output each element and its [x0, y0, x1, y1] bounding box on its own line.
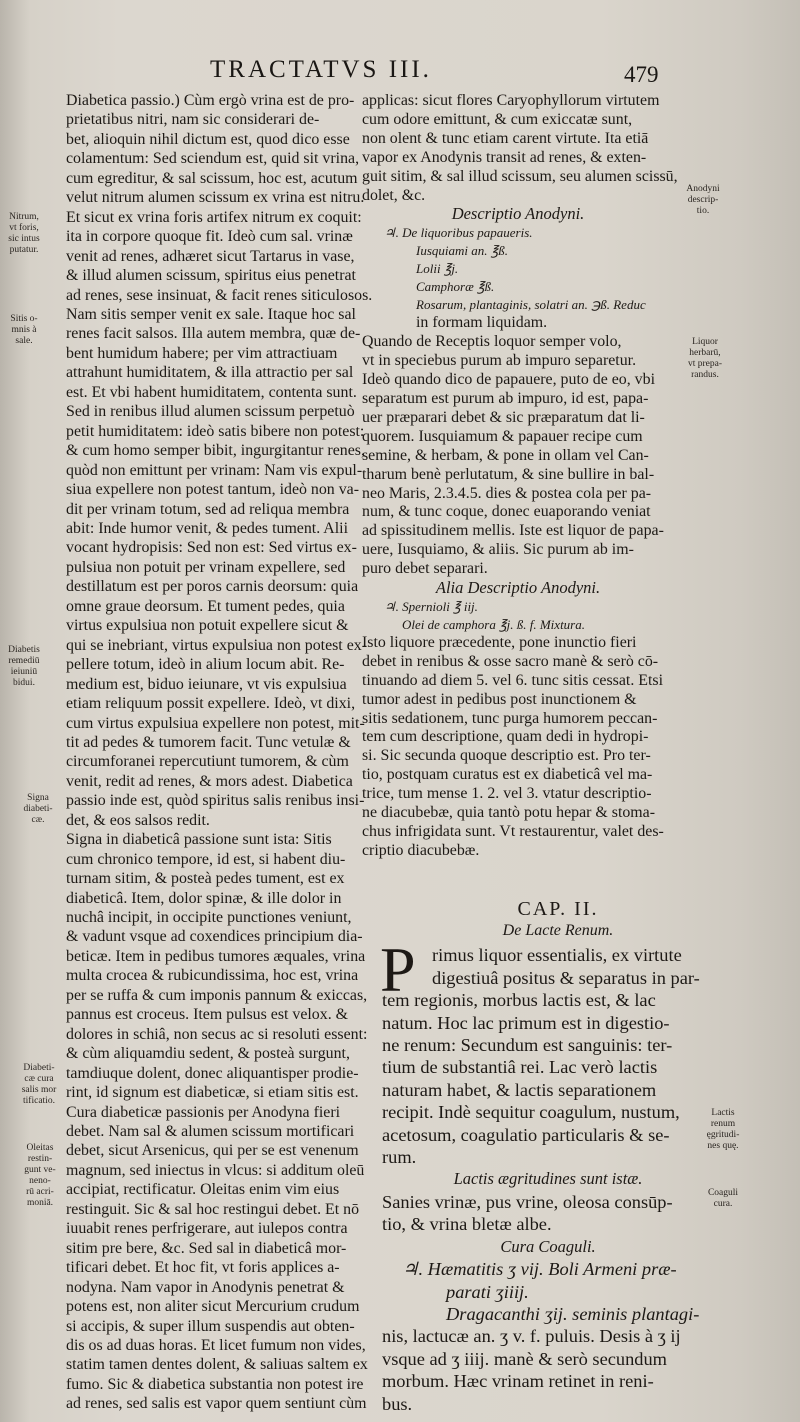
text-line: petit humiditatem: ideò satis bibere non potest:	[66, 422, 365, 440]
margin-note-line: Diabetis	[8, 645, 40, 655]
text-line: bent humidum habere; per vim attractiuam	[66, 344, 338, 362]
text-line: ♃. Hæmatitis ʒ vij. Boli Armeni præ-	[402, 1259, 677, 1280]
margin-note-line: Sitis o-	[10, 314, 38, 324]
margin-note-line: herbarū,	[689, 348, 721, 358]
text-line: Descriptio Anodyni.	[451, 204, 585, 224]
text-line: semine, & herbam, & pone in ollam vel Can-	[362, 446, 649, 464]
text-line: bet, alioquin nihil dictum est, quod dico esse	[66, 130, 350, 148]
text-line: sitis sedationem, tunc purga humorem peccan-	[362, 709, 658, 727]
margin-note-line: neno-	[29, 1176, 51, 1186]
text-line: digestiuâ positus & separatus in par-	[432, 967, 700, 988]
text-line: Iusquiami an. ℥ß.	[416, 243, 509, 259]
text-line: quorem. Iusquiamum & papauer recipe cum	[362, 427, 643, 445]
text-line: Isto liquore præcedente, pone inunctio fieri	[362, 633, 637, 651]
margin-note-line: ęgritudi-	[706, 1130, 740, 1140]
margin-note-anodyni	[676, 184, 730, 217]
text-line: nuchâ incipit, in occipite punctiones veniunt,	[66, 909, 352, 927]
text-line: ita in corpore quoque fit. Ideò cum sal. vrinæ	[66, 228, 353, 246]
text-line: si accipis, & super illum suspendis aut obten-	[66, 1317, 355, 1335]
text-line: separatum est purum ab impuro, id est, papa-	[362, 389, 649, 407]
text-line: ad renes, sese insinuat, & facit renes siticulosos.	[66, 286, 373, 304]
text-line: Diabetica passio.) Cùm ergò vrina est de pro-	[66, 92, 355, 109]
margin-note-line: vt prepa-	[687, 359, 723, 369]
text-line: ad renes, sed salis est vapor quem sentiunt cùm	[66, 1395, 367, 1413]
text-line: velut nitrum alumen scissum ex vrina est nitru.	[66, 189, 365, 207]
text-line: pannus est croceus. Item pulsus est velox. &	[66, 1006, 349, 1024]
text-line: recipit. Indè sequitur coagulum, nustum,	[382, 1102, 680, 1123]
text-line: tumor adest in pedibus post inunctionem &	[362, 690, 637, 708]
text-line: Camphoræ ℥ß.	[416, 279, 495, 295]
chapter-section	[382, 898, 714, 1415]
text-line: Olei de camphora ℥j. ß. f. Mixtura.	[402, 616, 585, 632]
text-line: pellere totum, ideò in alium locum abit. Re-	[66, 656, 345, 674]
text-line: abit: Inde humor venit, & pedes tument. Alii	[66, 519, 349, 537]
text-line: non olent & tunc etiam carent virtute. Ita etiā	[362, 129, 649, 147]
chapter-heading: CAP. II.	[517, 898, 599, 920]
text-line: destillatum est per poros carnis deorsum: quia	[66, 578, 359, 596]
text-line: vsque ad ʒ iiij. manè & serò secundum	[382, 1348, 667, 1369]
text-line: passio inde est, quòd spiritus salis renibus insi-	[66, 792, 365, 810]
text-line: vapor ex Anodynis transit ad renes, & exten-	[362, 148, 647, 166]
text-line: ad spissitudinem mellis. Iste est liquor de papa-	[362, 522, 664, 540]
text-line: si. Sic secunda quoque descriptio est. Pro ter-	[362, 747, 651, 765]
margin-note-line: salis mor	[21, 1085, 57, 1095]
text-line: bus.	[382, 1393, 413, 1414]
text-line: Dragacanthi ʒij. seminis plantagi-	[446, 1303, 700, 1324]
text-line: morbum. Hæc vrinam retinet in reni-	[382, 1371, 654, 1392]
margin-note-line: renum	[710, 1119, 736, 1129]
text-line: cum egreditur, & sal scissum, hoc est, acutum	[66, 169, 358, 187]
running-head: TRACTATVS III.	[210, 56, 432, 83]
text-line: venit ad renes, adhæret sicut Tartarus in vase,	[66, 247, 355, 265]
text-line: tio, & vrina bletæ albe.	[382, 1214, 552, 1235]
text-line: sitim pre bere, &c. Sed sal in diabeticâ mor-	[66, 1239, 347, 1257]
margin-note-line: Signa	[27, 793, 49, 803]
text-line: cum odore emittunt, & cum exiccatæ sunt,	[362, 110, 633, 128]
text-line: qui se inebriant, virtus expulsiua non potest ex-	[66, 636, 367, 654]
text-line: in formam liquidam.	[416, 314, 548, 332]
margin-note-line: sic intus	[8, 234, 40, 244]
text-line: virtus expulsiua non potuit expellere sicut &	[66, 617, 349, 635]
text-line: det, & eos salsos redit.	[66, 811, 210, 829]
margin-note-line: gunt ve-	[24, 1165, 56, 1175]
text-line: pulsiua non potuit per vrinam expellere, sed	[66, 558, 346, 576]
margin-note-line: Liquor	[692, 337, 718, 347]
text-line: medium est, biduo ieiunare, vt vis expulsiua	[66, 675, 347, 693]
margin-note-line: cæ cura	[24, 1074, 54, 1084]
text-line: attrahunt humiditatem, & illa attractio per sal	[66, 364, 354, 382]
text-line: siua expellere non potest tantum, ideò non va-	[66, 481, 360, 499]
text-line: puro debet separari.	[362, 560, 488, 578]
text-line: & vadunt vsque ad coxendices principium dia-	[66, 928, 363, 946]
text-line: & cùm aliquamdiu sedent, & posteà surgunt,	[66, 1045, 350, 1063]
text-line: fumo. Sic & diabetica substantia non potest ire	[66, 1375, 364, 1393]
margin-note-sitis	[4, 314, 44, 347]
margin-note-line: diabeti-	[23, 804, 53, 814]
margin-note-line: Oleitas	[26, 1143, 54, 1153]
text-line: quòd non emittunt per vrinam: Nam vis expul-	[66, 461, 363, 479]
text-line: & illud alumen scissum, spiritus eius penetrat	[66, 267, 356, 285]
text-line: tificari debet. Et hoc fit, vt foris applices a-	[66, 1259, 340, 1277]
text-line: Signa in diabeticâ passione sunt ista: Sitis	[66, 831, 332, 849]
margin-note-line: restin-	[27, 1154, 53, 1164]
text-line: Nam sitis semper venit ex sale. Itaque hoc sal	[66, 305, 356, 323]
margin-note-line: ieiuniū	[10, 667, 38, 677]
text-line: rint, id signum est diabeticæ, si etiam sitis est.	[66, 1084, 359, 1102]
text-line: chus infrigidata sunt. Vt restaurentur, valet des-	[362, 823, 664, 840]
text-line: parati ʒiiij.	[446, 1281, 529, 1302]
margin-note-line: tio.	[696, 206, 710, 216]
margin-note-line: cura.	[713, 1199, 733, 1209]
text-line: potens est, non aliter sicut Mercurium crudum	[66, 1298, 360, 1316]
text-line: tit ad pedes & tumorem facit. Tunc vetulæ &	[66, 733, 351, 751]
text-line: tium de substantiâ rei. Lac verò lactis	[382, 1057, 658, 1078]
margin-note-line: putatur.	[9, 245, 39, 255]
text-line: Sanies vrinæ, pus vrine, oleosa consūp-	[382, 1191, 673, 1212]
text-line: colamentum: Sed sciendum est, quid sit vrina,	[66, 150, 360, 168]
text-line: Cura Coaguli.	[500, 1236, 596, 1256]
text-line: applicas: sicut flores Caryophyllorum virtutem	[362, 92, 660, 109]
text-line: Quando de Receptis loquor semper volo,	[362, 333, 622, 351]
text-line: magnum, sed iniectus in vlcus: si additum oleū	[66, 1161, 365, 1179]
text-line: natum. Hoc lac primum est in digestio-	[382, 1012, 670, 1033]
text-line: neo Maris, 2.3.4.5. dies & postea cola per pa-	[362, 484, 652, 502]
text-line: Lactis ægritudines sunt istæ.	[453, 1169, 643, 1189]
margin-note-line: moniā.	[26, 1198, 54, 1208]
text-line: tinuando ad diem 5. vel 6. tunc sitis cessat. Etsi	[362, 671, 663, 689]
margin-note-line: mnis à	[11, 325, 37, 335]
margin-note-line: remediū	[8, 656, 40, 666]
text-line: ne renum: Secundum est sanguinis: ter-	[382, 1035, 673, 1056]
text-line: dolores in schiâ, non secus ac si resoluti essent:	[66, 1025, 368, 1043]
margin-note-line: tificatio.	[23, 1096, 55, 1106]
text-line: turnam sitim, & posteà pedes tument, est ex	[66, 870, 345, 888]
text-line: tem cum descriptione, quam dedi in hydropi-	[362, 728, 649, 746]
text-line: Et sicut ex vrina foris artifex nitrum ex coquit:	[66, 208, 362, 226]
text-line: acetosum, coagulatio particularis & se-	[382, 1124, 670, 1145]
margin-note-nitrum	[4, 212, 44, 256]
text-line: Lolii ℥j.	[416, 261, 459, 277]
text-line: vt in speciebus purum ab impuro separetur.	[362, 352, 637, 370]
text-line: debet. Nam sal & alumen scissum mortificari	[66, 1123, 355, 1141]
text-line: est. Et vbi habent humiditatem, contenta sunt.	[66, 383, 357, 401]
text-line: rimus liquor essentialis, ex virtute	[432, 945, 682, 966]
text-line: tamdiuque dolent, donec aliquantisper prodie-	[66, 1064, 359, 1082]
drop-cap: P	[380, 934, 416, 1006]
text-line: accipiat, rectificatur. Oleitas enim vim eius	[66, 1181, 340, 1199]
text-line: diabeticâ. Item, dolor spinæ, & ille dolor in	[66, 889, 342, 907]
text-line: cum chronico tempore, id est, si habent diu-	[66, 850, 346, 868]
text-line: criptio diacubebæ.	[362, 841, 480, 859]
text-line: rum.	[382, 1147, 417, 1168]
margin-note-cura	[18, 1063, 60, 1107]
chapter-body	[382, 989, 714, 1415]
text-line: beticæ. Item in pedibus tumores æquales, vrina	[66, 947, 366, 965]
text-line: dit per vrinam totum, sed ad reliqua membra	[66, 500, 350, 518]
text-line: cum virtus expulsiua expellere non potest, mit-	[66, 714, 365, 732]
text-line: etiam reliquum possit expellere. Ideò, vt dixi,	[66, 695, 356, 713]
text-line: renes facit salsos. Illa autem membra, quæ de-	[66, 325, 361, 343]
margin-note-line: Lactis	[711, 1108, 735, 1118]
margin-note-line: cæ.	[31, 815, 45, 825]
text-line: circumforanei repercutiunt tumorem, & cùm	[66, 753, 349, 771]
margin-note-line: nes quę.	[707, 1141, 739, 1151]
page-number: 479	[624, 62, 659, 87]
text-line: debet in renibus & osse sacro manè & serò cō-	[362, 652, 659, 670]
text-line: tio, postquam curatus est ex diabeticâ vel ma-	[362, 766, 653, 784]
text-line: uer præparari debet & sic præparatum dat li-	[362, 408, 645, 426]
margin-note-remedium	[4, 645, 44, 689]
margin-note-line: Anodyni	[686, 184, 720, 194]
margin-note-signa	[20, 793, 56, 826]
text-line: Ideò quando dico de papauere, puto de eo, vbi	[362, 371, 655, 389]
text-line: nis, lactucæ an. ʒ v. f. puluis. Desis à ʒ ij	[382, 1326, 681, 1347]
margin-note-line: vt foris,	[9, 223, 39, 233]
margin-note-line: randus.	[691, 370, 719, 380]
text-line: debet, sicut Arsenicus, qui per se est venenum	[66, 1142, 359, 1160]
text-line: Rosarum, plantaginis, solatri an. ℈ß. Reduc	[416, 297, 646, 313]
margin-note-line: rū acri-	[26, 1187, 54, 1197]
text-line: dolet, &c.	[362, 186, 426, 204]
text-line: nodyna. Nam vapor in Anodynis penetrat &	[66, 1278, 345, 1296]
text-line: ne diacubebæ, quia tantò potu hepar & stoma-	[362, 804, 656, 822]
margin-note-line: bidui.	[13, 678, 35, 688]
left-text-column	[66, 91, 373, 1414]
margin-note-line: Nitrum,	[9, 212, 39, 222]
text-line: vocant hydropisis: Sed non est: Sed virtus ex-	[66, 539, 357, 557]
text-line: restinguit. Sic & sal hoc restingui debet. Et nō	[66, 1200, 360, 1218]
text-line: multa crocea & rubicundissima, hoc est, vrina	[66, 967, 359, 985]
text-line: tharum benè perlutatum, & sine bullire in bal-	[362, 465, 655, 483]
text-line: Cura diabeticæ passionis per Anodyna fieri	[66, 1103, 341, 1121]
margin-note-line: sale.	[15, 336, 33, 346]
text-line: ♃. Spernioli ℥ iij.	[384, 598, 478, 614]
text-line: & cum homo semper bibit, ingurgitantur renes,	[66, 442, 365, 460]
text-line: venit, redit ad renes, & mors adest. Diabetica	[66, 772, 353, 790]
chapter-subheading: De Lacte Renum.	[502, 922, 614, 940]
margin-note-line: Coaguli	[707, 1188, 739, 1198]
margin-note-line: descrip-	[687, 195, 719, 205]
text-line: per se ruffa & cum imponis pannum & exiccas,	[66, 986, 368, 1004]
text-line: prietatibus nitri, nam sic considerari de-	[66, 111, 320, 129]
text-line: dis os ad duas horas. Et licet fumum non vides,	[66, 1337, 366, 1354]
text-line: naturam habet, & lactis separationem	[382, 1079, 657, 1100]
text-line: omne graue deorsum. Et tument pedes, quia	[66, 597, 345, 615]
text-line: Alia Descriptio Anodyni.	[435, 578, 601, 598]
text-line: statim tamen dentes dolent, & saliuas saltem ex	[66, 1356, 368, 1374]
text-line: Sed in renibus illud alumen scissum perpetuò	[66, 403, 355, 421]
text-line: iuuabit renes perfrigerare, aut iulepos contra	[66, 1220, 348, 1238]
text-line: trice, tum mense 1. 2. vel 3. vtatur descriptio-	[362, 785, 652, 803]
text-line: uere, Iusquiamo, & aliis. Sic purum ab im-	[362, 541, 634, 559]
text-line: num, & tunc coque, donec euaporando veniat	[362, 503, 651, 521]
margin-note-line: Diabeti-	[23, 1063, 55, 1073]
right-text-column	[362, 92, 678, 861]
text-line: tem regionis, morbus lactis est, & lac	[382, 990, 656, 1011]
text-line: ♃. De liquoribus papaueris.	[384, 225, 533, 241]
text-line: guit sitim, & sal illud scissum, seu alumen scissū,	[362, 167, 678, 185]
margin-note-oleitas	[20, 1143, 60, 1209]
margin-note-liquor	[680, 337, 730, 381]
